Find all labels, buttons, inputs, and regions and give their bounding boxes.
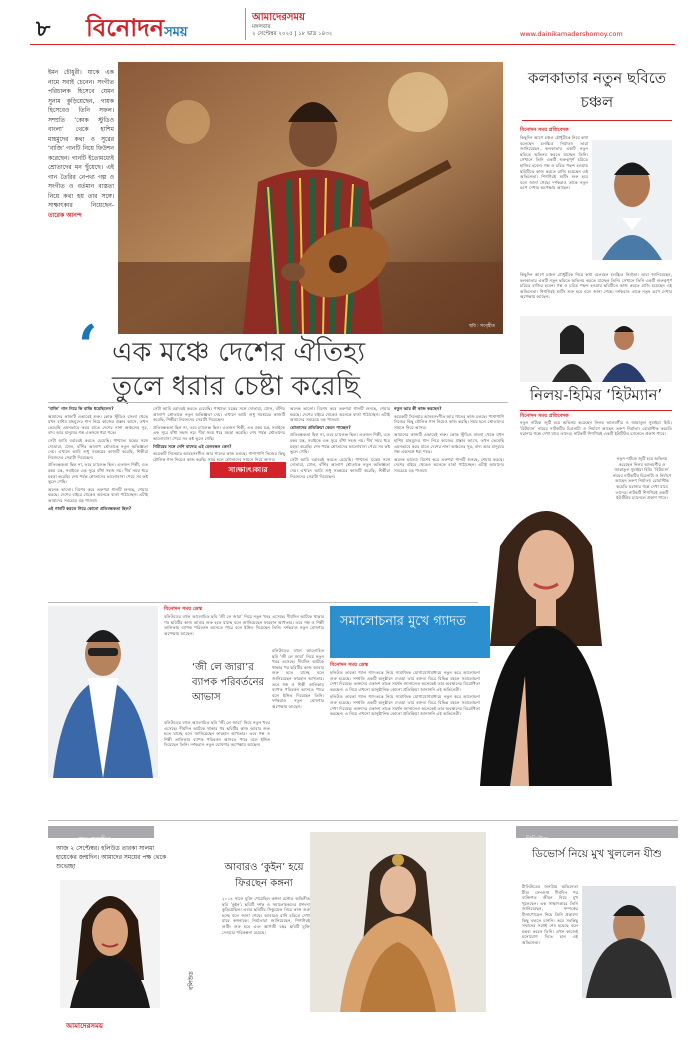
bottom-rule xyxy=(48,820,678,821)
birthday-label: শুভ জন্মদিন xyxy=(78,835,111,843)
hitman-rule xyxy=(520,410,672,411)
q3: এই গানটি করতে গিয়ে কোনো প্রতিবন্ধকতা ছিল? xyxy=(48,505,132,511)
guitarist-illustration xyxy=(118,62,503,334)
paper-logo: আমাদেরসময় xyxy=(252,12,305,23)
masthead-rule xyxy=(30,44,675,45)
hitman-body: নতুন নাটকে জুটি হয়ে অভিনয় করেছেন নিলয় আলমগীর ও জান্নাতুল সুমাইয়া হিমি। ‘হিটম্যান’ নামের নাটকটির চিত্রনাট্য ও নির্মাণে আছেন তরুণ নির্মাতা। রোমান্টিক কমেডি ঘরানার গল্পে দেখা যাবে তাদের। নাটকটি শিগগিরই একটি ইউটিউব চ্যানেলে প্রকাশ পাবে। xyxy=(520,420,672,437)
a4-col3: অনেক ভালো। বিশেষ করে তরুণরা গানটি শুনছে, শেয়ার করছে। দেশের বাইরে থেকেও অনেকে বার্তা পাঠাচ্ছেন। এটাই আমাদের সবচেয়ে বড় পাওয়া। xyxy=(290,406,390,423)
gadot-photo xyxy=(470,486,622,786)
kangana-portrait xyxy=(310,832,486,1012)
masthead xyxy=(0,0,700,46)
lead-photo-credit: ছবি : সংগৃহীত xyxy=(469,324,495,329)
jeet-photo xyxy=(582,886,676,998)
masthead-divider xyxy=(245,8,246,40)
lead-photo xyxy=(118,62,503,334)
date-line: মঙ্গলবার xyxy=(252,24,271,30)
a1: আমাদের কাজটি এভাবেই শুরু। কোক স্টুডিও বাংলা থেকে যখন হাশিম মাহমুদের গান নিয়ে কাজের প্রস্তাব আসে, তখন ভেবেছি এমনভাবে করব যাতে দেশের নানা অঞ্চলের সুর, বাদ্য আর মানুষের গল্প একসঙ্গে ধরা পড়ে। xyxy=(48,413,148,436)
salma-photo xyxy=(60,880,160,1008)
a5: কয়েকটি সিনেমার আবহসংগীত আর গানের কাজ চলছে। পাশাপাশি নিজের কিছু মৌলিক গান নিয়েও কাজ করছি। সময় হলে শ্রোতাদের সামনে নিয়ে আসব। xyxy=(394,413,504,430)
birthday-text: আজ ২ সেপ্টেম্বর। হলিউড তারকা সালমা হায়েকের জন্মদিন। আমাদের সময়ের পক্ষ থেকে শুভেচ্ছা xyxy=(56,845,167,870)
lead-headline xyxy=(112,336,502,404)
farhan-portrait xyxy=(48,606,158,778)
jeet-label-box xyxy=(516,826,678,843)
kangana-side-label: বলিউড xyxy=(188,971,195,990)
zee-body-top: বলিউডের বহুল আলোচিত ছবি ‘জী লে জারা’ নিয়ে নতুন খবর এসেছে। দীর্ঘদিন আটকে থাকার পর ছবিটির কাজ আবার শুরু হতে যাচ্ছে বলে জানিয়েছেন ফারহান আখতার। তবে গল্প ও শিল্পী তালিকায় ব্যাপক পরিবর্তন আসতে পারে বলে ইঙ্গিত দিয়েছেন তিনি। দর্শকরাও নতুন ঘোষণার অপেক্ষায় আছেন। xyxy=(164,614,324,636)
chanchal-photo xyxy=(592,140,672,260)
salma-portrait xyxy=(60,880,160,1008)
lead-col-3 xyxy=(290,406,390,592)
a1-repeat-2: প্রতিবন্ধকতা ছিল না, তবে চ্যালেঞ্জ ছিল। এতজন শিল্পী, এত রকম যন্ত্র, সবাইকে এক সুরে বাঁধা সহজ নয়। দীর্ঘ সময় ধরে মহড়া করেছি। শেষ পর্যন্ত শ্রোতাদের ভালোবাসা পেয়ে সব কষ্ট ভুলে গেছি। xyxy=(48,462,148,485)
footer-logo: আমাদেরসময় xyxy=(66,1022,104,1030)
gadot-header-box xyxy=(330,606,490,658)
gadot-body-text-2: হলিউড তারকা গ্যাল গ্যাদতকে নিয়ে সামাজিক যোগাযোগমাধ্যমে নতুন করে আলোচনা শুরু হয়েছে। সম্প্রতি একটি অনুষ্ঠানে দেওয়া তার বক্তব্য ঘিরে বিভিন্ন মহলে সমালোচনা দেখা দিয়েছে। ভক্তদের একাংশ তাকে সমর্থন জানালেও অনেকেই তার অবস্থানের বিরোধিতা করছেন। এ নিয়ে এখনো আনুষ্ঠানিক কোনো প্রতিক্রিয়া জানাননি এই অভিনেত্রী। xyxy=(330,694,480,717)
kolkata-rule xyxy=(522,120,672,121)
jeet-headline: ডিভোর্স নিয়ে মুখ খুললেন যীশু xyxy=(532,848,662,860)
lead-quote-mark: ‘ xyxy=(78,313,98,379)
hitman-photo xyxy=(520,316,672,382)
birthday-label-box xyxy=(48,826,154,843)
section-logo-suffix: সময় xyxy=(164,25,188,40)
q2: গিটারের সঙ্গে দেশি বাদ্যের এই মেলবন্ধন কেন? xyxy=(153,443,232,449)
section-logo xyxy=(86,10,188,40)
farhan-photo xyxy=(48,606,158,778)
jeet-body: টালিউডের জনপ্রিয় অভিনেতা যীশু সেনগুপ্ত দীর্ঘদিন পর ব্যক্তিগত জীবন নিয়ে মুখ খুলেছেন। এক সাক্ষাৎকারে তিনি জানিয়েছেন, সম্পর্কের টানাপোড়েন নিয়ে তিনি প্রকাশ্যে কিছু বলতে চাননি। তবে সবকিছু সম্মানের সঙ্গেই শেষ হয়েছে বলে মন্তব্য করেন তিনি। এখন কাজেই মনোযোগ দিতে চান এই অভিনেতা। xyxy=(522,884,578,945)
gadot-body-text: হলিউড তারকা গ্যাল গ্যাদতকে নিয়ে সামাজিক যোগাযোগমাধ্যমে নতুন করে আলোচনা শুরু হয়েছে। সম্প্রতি একটি অনুষ্ঠানে দেওয়া তার বক্তব্য ঘিরে বিভিন্ন মহলে সমালোচনা দেখা দিয়েছে। ভক্তদের একাংশ তাকে সমর্থন জানালেও অনেকেই তার অবস্থানের বিরোধিতা করছেন। এ নিয়ে এখনো আনুষ্ঠানিক কোনো প্রতিক্রিয়া জানাননি এই অভিনেত্রী। xyxy=(330,670,480,692)
hitman-headline: নিলয়-হিমির ‘হিটম্যান’ xyxy=(529,386,663,404)
lead-headline-line1: এক মঞ্চে দেশের ঐতিহ্য xyxy=(112,337,366,368)
page-number: ৮ xyxy=(36,17,51,42)
gadot-headline: সমালোচনার মুখে গ্যাদত xyxy=(340,614,466,629)
a2-col2: সেটা আমি বরাবরই করতে চেয়েছি। পাশ্চাত্য যন্ত্রের সঙ্গে দোতারা, ঢোল, বাঁশির আলাপ শ্রোতাকে নতুন অভিজ্ঞতা দেয়। এখানে আমি শুধু সমন্বয়ের কাজটি করেছি, শিল্পীরা নিজেদের সেরাটা দিয়েছেন। xyxy=(153,406,285,423)
a5-col2: কয়েকটি সিনেমার আবহসংগীত আর গানের কাজ চলছে। পাশাপাশি নিজের কিছু মৌলিক গান নিয়েও কাজ করছি। সময় হলে শ্রোতাদের সামনে নিয়ে আসব। xyxy=(153,451,285,462)
kolkata-byline: বিনোদন সময় প্রতিবেদক xyxy=(520,127,569,133)
section-logo-main: বিনোদন xyxy=(86,14,165,42)
lead-col-2 xyxy=(153,406,285,592)
a1-repeat-3: অনেক ভালো। বিশেষ করে তরুণরা গানটি শুনছে, শেয়ার করছে। দেশের বাইরে থেকেও অনেকে বার্তা পাঠাচ্ছেন। এটাই আমাদের সবচেয়ে বড় পাওয়া। xyxy=(48,486,148,503)
gadot-portrait xyxy=(470,486,622,786)
q4: শ্রোতাদের প্রতিক্রিয়া কেমন পাচ্ছেন? xyxy=(290,424,351,430)
lead-intro-text: ইমন চৌধুরী। যাকে এক নামে সবাই চেনেন। সংগীত পরিচালক হিসেবে যেমন সুনাম কুড়িয়েছেন, গায়ক হিসেবেও তিনি সফল। সম্প্রতি ‘কোক স্টুডিও বাংলা’ থেকে হাশিম মাহমুদের কথা ও সুরের ‘বাজি’ গানটি নিয়ে ফিউশন করেছেন। গানটি ইতোমধ্যেই শ্রোতাদের মন ছুঁয়েছে। এই গান তৈরির নেপথ্য গল্প ও সংগীত ও বর্তমান ব্যস্ততা নিয়ে কথা হয় তার সঙ্গে। সাক্ষাৎকার নিয়েছেন- xyxy=(48,69,114,209)
lead-col-1 xyxy=(48,406,148,592)
pull-quote-box xyxy=(210,462,286,478)
gadot-body xyxy=(330,670,480,794)
q5: নতুন আর কী কাজ করছেন? xyxy=(394,406,442,411)
kolkata-body: কিছুদিন আগে চঞ্চল চৌধুরীকে নিয়ে কথা বলেছেন চলচ্চিত্র নির্মাতা। তারা জানিয়েছেন, কলকাতার একটি নতুন ছবিতে অভিনয় করতে যাচ্ছেন তিনি। সেখানে তিনি একটি গুরুত্বপূর্ণ চরিত্রে হাজির হবেন। গল্প ও চরিত্র পছন্দ হওয়ায় ছবিটিতে কাজ করতে রাজি হয়েছেন এই অভিনেতা। শিগগিরই শুটিং শুরু হবে বলে জানা গেছে। দর্শকরাও তাকে নতুন রূপে দেখার অপেক্ষায় আছেন। xyxy=(520,135,588,191)
kolkata-body-cont: কিছুদিন আগে চঞ্চল চৌধুরীকে নিয়ে কথা বলেছেন চলচ্চিত্র নির্মাতা। তারা জানিয়েছেন, কলকাতার একটি নতুন ছবিতে অভিনয় করতে যাচ্ছেন তিনি। সেখানে তিনি একটি গুরুত্বপূর্ণ চরিত্রে হাজির হবেন। গল্প ও চরিত্র পছন্দ হওয়ায় ছবিটিতে কাজ করতে রাজি হয়েছেন এই অভিনেতা। শিগগিরই শুটিং শুরু হবে বলে জানা গেছে। দর্শকরাও তাকে নতুন রূপে দেখার অপেক্ষায় আছেন। xyxy=(520,272,672,300)
zee-headline: ‘জী লে জারা’র ব্যাপক পরিবর্তনের আভাস xyxy=(192,662,265,703)
website-link[interactable]: www.dainikamadershomoy.com xyxy=(520,30,623,38)
mid-rule xyxy=(48,602,478,603)
zee-byline: বিনোদন সময় ডেস্ক xyxy=(164,606,203,612)
gadot-byline: বিনোদন সময় ডেস্ক xyxy=(330,662,369,668)
jeet-label: টালিউড xyxy=(526,835,548,843)
a2-col3: সেটা আমি বরাবরই করতে চেয়েছি। পাশ্চাত্য যন্ত্রের সঙ্গে দোতারা, ঢোল, বাঁশির আলাপ শ্রোতাকে নতুন অভিজ্ঞতা দেয়। এখানে আমি শুধু সমন্বয়ের কাজটি করেছি, শিল্পীরা নিজেদের সেরাটা দিয়েছেন। xyxy=(290,456,390,479)
zee-body-bottom: বলিউডের বহুল আলোচিত ছবি ‘জী লে জারা’ নিয়ে নতুন খবর এসেছে। দীর্ঘদিন আটকে থাকার পর ছবিটির কাজ আবার শুরু হতে যাচ্ছে বলে জানিয়েছেন ফারহান আখতার। তবে গল্প ও শিল্পী তালিকায় ব্যাপক পরিবর্তন আসতে পারে বলে ইঙ্গিত দিয়েছেন তিনি। দর্শকরাও নতুন ঘোষণার অপেক্ষায় আছেন। xyxy=(164,720,270,748)
kangana-headline: আবারও ‘কুইন’ হয়ে ফিরছেন কঙ্গনা xyxy=(224,862,304,889)
q1: ‘বাজি’ গান নিয়ে কি বাজি ধরেছিলেন? xyxy=(48,406,114,411)
hitman-byline: বিনোদন সময় প্রতিবেদক xyxy=(520,413,569,419)
hitman-couple xyxy=(520,316,672,382)
kangana-photo xyxy=(310,832,486,1012)
a1-repeat: সেটা আমি বরাবরই করতে চেয়েছি। পাশ্চাত্য যন্ত্রের সঙ্গে দোতারা, ঢোল, বাঁশির আলাপ শ্রোতাকে নতুন অভিজ্ঞতা দেয়। এখানে আমি শুধু সমন্বয়ের কাজটি করেছি, শিল্পীরা নিজেদের সেরাটা দিয়েছেন। xyxy=(48,437,148,460)
chanchal-portrait xyxy=(592,140,672,260)
a1-col4: আমাদের কাজটি এভাবেই শুরু। কোক স্টুডিও বাংলা থেকে যখন হাশিম মাহমুদের গান নিয়ে কাজের প্রস্তাব আসে, তখন ভেবেছি এমনভাবে করব যাতে দেশের নানা অঞ্চলের সুর, বাদ্য আর মানুষের গল্প একসঙ্গে ধরা পড়ে। xyxy=(394,432,504,455)
zee-body-side: বলিউডের বহুল আলোচিত ছবি ‘জী লে জারা’ নিয়ে নতুন খবর এসেছে। দীর্ঘদিন আটকে থাকার পর ছবিটির কাজ আবার শুরু হতে যাচ্ছে বলে জানিয়েছেন ফারহান আখতার। তবে গল্প ও শিল্পী তালিকায় ব্যাপক পরিবর্তন আসতে পারে বলে ইঙ্গিত দিয়েছেন তিনি। দর্শকরাও নতুন ঘোষণার অপেক্ষায় আছেন। xyxy=(272,648,324,709)
lead-author: তারেক আনন্দ xyxy=(48,211,82,219)
a4-col4: অনেক ভালো। বিশেষ করে তরুণরা গানটি শুনছে, শেয়ার করছে। দেশের বাইরে থেকেও অনেকে বার্তা পাঠাচ্ছেন। এটাই আমাদের সবচেয়ে বড় পাওয়া। xyxy=(394,456,504,473)
lead-headline-line2: তুলে ধরার চেষ্টা করেছি xyxy=(112,371,360,402)
a3-col2: প্রতিবন্ধকতা ছিল না, তবে চ্যালেঞ্জ ছিল। এতজন শিল্পী, এত রকম যন্ত্র, সবাইকে এক সুরে বাঁধা সহজ নয়। দীর্ঘ সময় ধরে মহড়া করেছি। শেষ পর্যন্ত শ্রোতাদের ভালোবাসা পেয়ে সব কষ্ট ভুলে গেছি। xyxy=(153,424,285,441)
kolkata-headline: কলকাতার নতুন ছবিতে চঞ্চল xyxy=(527,69,667,111)
date-sub: ২ সেপ্টেম্বর ২০২৫ | ১৮ ভাদ্র ১৪৩২ xyxy=(252,31,333,37)
lead-rule xyxy=(48,402,508,403)
hitman-body-cont: নতুন নাটকে জুটি হয়ে অভিনয় করেছেন নিলয় আলমগীর ও জান্নাতুল সুমাইয়া হিমি। ‘হিটম্যান’ নামের নাটকটির চিত্রনাট্য ও নির্মাণে আছেন তরুণ নির্মাতা। রোমান্টিক কমেডি ঘরানার গল্পে দেখা যাবে তাদের। নাটকটি শিগগিরই একটি ইউটিউব চ্যানেলে প্রকাশ পাবে। xyxy=(612,456,672,501)
pull-quote-text: সা।ক্ষা।ৎ।কা।র xyxy=(228,466,268,474)
lead-intro xyxy=(48,68,114,314)
kangana-body: ২০১৪ সালে মুক্তি পেয়েছিল কঙ্গনা রনৌত অভিনীত ছবি ‘কুইন’। ছবিটি দর্শক ও সমালোচকদের প্রশংসা কুড়িয়েছিল। এবার ছবিটির সিক্যুয়েল নিয়ে কাজ শুরু হচ্ছে বলে জানা গেছে। আবারও রানি চরিত্রে দেখা যাবে কঙ্গনাকে। নির্মাতারা জানিয়েছেন, শিগগিরই শুটিং শুরু হবে এবং আগামী বছর ছবিটি মুক্তি দেওয়ার পরিকল্পনা রয়েছে। xyxy=(222,896,310,935)
jeet-portrait xyxy=(582,886,676,998)
a3-col3: প্রতিবন্ধকতা ছিল না, তবে চ্যালেঞ্জ ছিল। এতজন শিল্পী, এত রকম যন্ত্র, সবাইকে এক সুরে বাঁধা সহজ নয়। দীর্ঘ সময় ধরে মহড়া করেছি। শেষ পর্যন্ত শ্রোতাদের ভালোবাসা পেয়ে সব কষ্ট ভুলে গেছি। xyxy=(290,432,390,455)
